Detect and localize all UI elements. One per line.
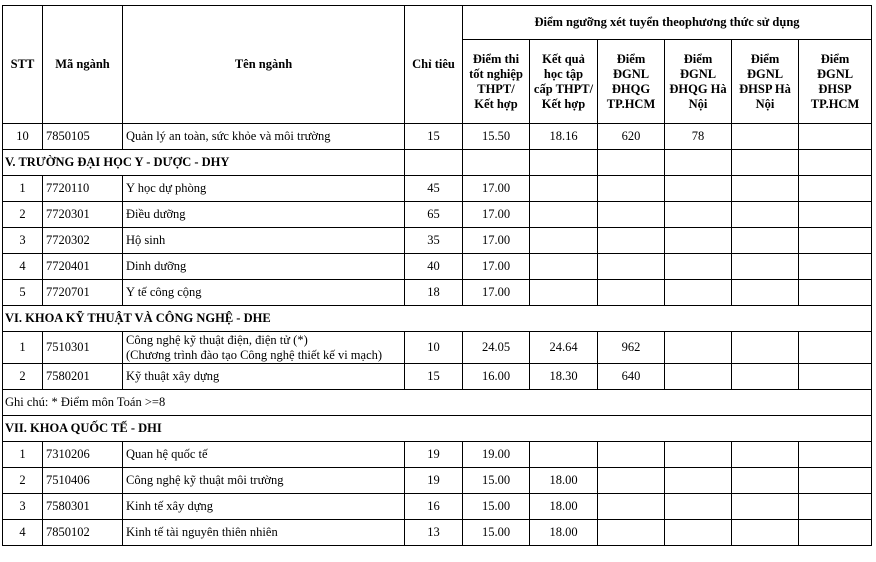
table-row <box>3 202 872 228</box>
cell-v3 <box>665 494 732 520</box>
table-row <box>3 228 872 254</box>
cell-v1 <box>530 280 598 306</box>
cell-v2 <box>598 494 665 520</box>
header-ma-nganh: Mã ngành <box>43 6 123 124</box>
cell-stt: 2 <box>3 364 43 390</box>
cell-ten-line2: (Chương trình đào tạo Công nghệ thiết kế vi mạch) <box>126 347 383 362</box>
cell-chi: 19 <box>405 468 463 494</box>
table-row <box>3 468 872 494</box>
cell-chi: 45 <box>405 176 463 202</box>
cell-stt: 2 <box>3 202 43 228</box>
cell-ma: 7850105 <box>43 124 123 150</box>
cell-v3 <box>665 442 732 468</box>
cell-stt: 1 <box>3 176 43 202</box>
cell-v5 <box>799 494 872 520</box>
cell-v0: 15.00 <box>463 520 530 546</box>
cell-v0: 19.00 <box>463 442 530 468</box>
cell-chi: 18 <box>405 280 463 306</box>
table-row <box>3 124 872 150</box>
cell-v0: 15.00 <box>463 494 530 520</box>
header-dhsp-hanoi: Điểm ĐGNL ĐHSP Hà Nội <box>732 40 799 124</box>
section-title: V. TRƯỜNG ĐẠI HỌC Y - DƯỢC - DHY <box>3 150 405 176</box>
section-title: VI. KHOA KỸ THUẬT VÀ CÔNG NGHỆ - DHE <box>3 306 872 332</box>
cell-v5 <box>799 228 872 254</box>
cell-stt: 4 <box>3 254 43 280</box>
cell-ma: 7720401 <box>43 254 123 280</box>
cell-v2 <box>598 468 665 494</box>
note-text: Ghi chú: * Điểm môn Toán >=8 <box>3 390 872 416</box>
cell-v3 <box>665 468 732 494</box>
cell-v3 <box>665 280 732 306</box>
cell-chi: 15 <box>405 364 463 390</box>
cell-v3 <box>665 332 732 364</box>
cell-ten: Kinh tế tài nguyên thiên nhiên <box>123 520 405 546</box>
section-title: VII. KHOA QUỐC TẾ - DHI <box>3 416 872 442</box>
cell-v5 <box>799 254 872 280</box>
cell-v4 <box>732 228 799 254</box>
cell-stt: 1 <box>3 332 43 364</box>
cell-v0: 17.00 <box>463 176 530 202</box>
cell-ten <box>123 332 405 364</box>
section-row <box>3 416 872 442</box>
section-row <box>3 150 872 176</box>
header-dgnl-hcm: Điểm ĐGNL ĐHQG TP.HCM <box>598 40 665 124</box>
table-row <box>3 364 872 390</box>
cell-v0: 17.00 <box>463 254 530 280</box>
cell-v4 <box>732 280 799 306</box>
header-hoc-tap: Kết quả học tập cấp THPT/ Kết hợp <box>530 40 598 124</box>
cell-ten: Kinh tế xây dựng <box>123 494 405 520</box>
cell-v0: 17.00 <box>463 202 530 228</box>
cell-chi: 35 <box>405 228 463 254</box>
cell-v1: 18.16 <box>530 124 598 150</box>
cell-ma: 7580301 <box>43 494 123 520</box>
cell-v1 <box>530 228 598 254</box>
cell-v4 <box>732 442 799 468</box>
cell-v3 <box>665 176 732 202</box>
table-row <box>3 332 872 364</box>
cell-chi: 40 <box>405 254 463 280</box>
cell-v3 <box>665 254 732 280</box>
cell-v0: 15.00 <box>463 468 530 494</box>
cell-ma: 7580201 <box>43 364 123 390</box>
cell-ten-line1: Công nghệ kỹ thuật điện, điện tử (*) <box>126 332 308 347</box>
cell-v0: 16.00 <box>463 364 530 390</box>
cell-ma: 7720110 <box>43 176 123 202</box>
cell-v4 <box>732 494 799 520</box>
header-group-threshold: Điểm ngưỡng xét tuyển theophương thức sử dụng <box>463 6 872 40</box>
table-row <box>3 176 872 202</box>
cell-ten: Kỹ thuật xây dựng <box>123 364 405 390</box>
header-dgnl-hanoi: Điểm ĐGNL ĐHQG Hà Nội <box>665 40 732 124</box>
cell-ma: 7510301 <box>43 332 123 364</box>
cell-stt: 1 <box>3 442 43 468</box>
cell-ten: Điều dưỡng <box>123 202 405 228</box>
table-row <box>3 520 872 546</box>
cell-v5 <box>799 332 872 364</box>
cell-stt: 3 <box>3 228 43 254</box>
cell-stt: 5 <box>3 280 43 306</box>
cell-v5 <box>799 176 872 202</box>
cell-v0: 17.00 <box>463 280 530 306</box>
cell-ma: 7510406 <box>43 468 123 494</box>
cell-v1 <box>530 442 598 468</box>
section-row <box>3 306 872 332</box>
cell-ma: 7850102 <box>43 520 123 546</box>
cell-v0: 15.50 <box>463 124 530 150</box>
cell-v5 <box>799 202 872 228</box>
cell-v4 <box>732 468 799 494</box>
cell-v3 <box>665 364 732 390</box>
cell-ma: 7720701 <box>43 280 123 306</box>
table-row <box>3 494 872 520</box>
cell-v4 <box>732 364 799 390</box>
cell-v1: 18.00 <box>530 520 598 546</box>
header-dhsp-hcm: Điểm ĐGNL ĐHSP TP.HCM <box>799 40 872 124</box>
cell-ma: 7720302 <box>43 228 123 254</box>
cell-ten: Dinh dưỡng <box>123 254 405 280</box>
header-thpt: Điểm thi tốt nghiệp THPT/ Kết hợp <box>463 40 530 124</box>
cell-v2 <box>598 202 665 228</box>
cell-v4 <box>732 124 799 150</box>
table-row <box>3 254 872 280</box>
cell-v1 <box>530 202 598 228</box>
cell-chi: 13 <box>405 520 463 546</box>
cell-ten: Quản lý an toàn, sức khỏe và môi trường <box>123 124 405 150</box>
cell-chi: 19 <box>405 442 463 468</box>
cell-v2 <box>598 228 665 254</box>
cell-v4 <box>732 202 799 228</box>
cell-v2 <box>598 254 665 280</box>
cell-v2 <box>598 520 665 546</box>
cell-v1: 18.00 <box>530 468 598 494</box>
header-stt: STT <box>3 6 43 124</box>
cell-v5 <box>799 442 872 468</box>
cell-v2: 620 <box>598 124 665 150</box>
cell-stt: 10 <box>3 124 43 150</box>
cell-chi: 65 <box>405 202 463 228</box>
cell-stt: 4 <box>3 520 43 546</box>
cell-ten: Quan hệ quốc tế <box>123 442 405 468</box>
cell-ten: Y tế công cộng <box>123 280 405 306</box>
cell-v4 <box>732 254 799 280</box>
cell-v3 <box>665 520 732 546</box>
cell-v0: 17.00 <box>463 228 530 254</box>
cell-v2: 640 <box>598 364 665 390</box>
header-chi-tieu: Chỉ tiêu <box>405 6 463 124</box>
cell-v2 <box>598 176 665 202</box>
cell-v5 <box>799 124 872 150</box>
cell-chi: 16 <box>405 494 463 520</box>
cell-v0: 24.05 <box>463 332 530 364</box>
cell-v1: 18.30 <box>530 364 598 390</box>
table-row <box>3 280 872 306</box>
header-ten-nganh: Tên ngành <box>123 6 405 124</box>
cell-v1: 18.00 <box>530 494 598 520</box>
admission-score-table <box>2 5 872 546</box>
cell-v1: 24.64 <box>530 332 598 364</box>
cell-v2 <box>598 442 665 468</box>
cell-v3 <box>665 202 732 228</box>
cell-chi: 10 <box>405 332 463 364</box>
cell-v4 <box>732 332 799 364</box>
cell-v5 <box>799 468 872 494</box>
cell-v3: 78 <box>665 124 732 150</box>
note-row <box>3 390 872 416</box>
cell-v5 <box>799 364 872 390</box>
cell-v3 <box>665 228 732 254</box>
cell-ma: 7720301 <box>43 202 123 228</box>
cell-chi: 15 <box>405 124 463 150</box>
cell-ten: Hộ sinh <box>123 228 405 254</box>
cell-v5 <box>799 280 872 306</box>
cell-v1 <box>530 176 598 202</box>
cell-v1 <box>530 254 598 280</box>
cell-v2 <box>598 280 665 306</box>
cell-stt: 2 <box>3 468 43 494</box>
cell-ma: 7310206 <box>43 442 123 468</box>
cell-v4 <box>732 520 799 546</box>
cell-v4 <box>732 176 799 202</box>
cell-ten: Công nghệ kỹ thuật môi trường <box>123 468 405 494</box>
cell-v5 <box>799 520 872 546</box>
table-row <box>3 442 872 468</box>
cell-v2: 962 <box>598 332 665 364</box>
cell-ten: Y học dự phòng <box>123 176 405 202</box>
cell-stt: 3 <box>3 494 43 520</box>
